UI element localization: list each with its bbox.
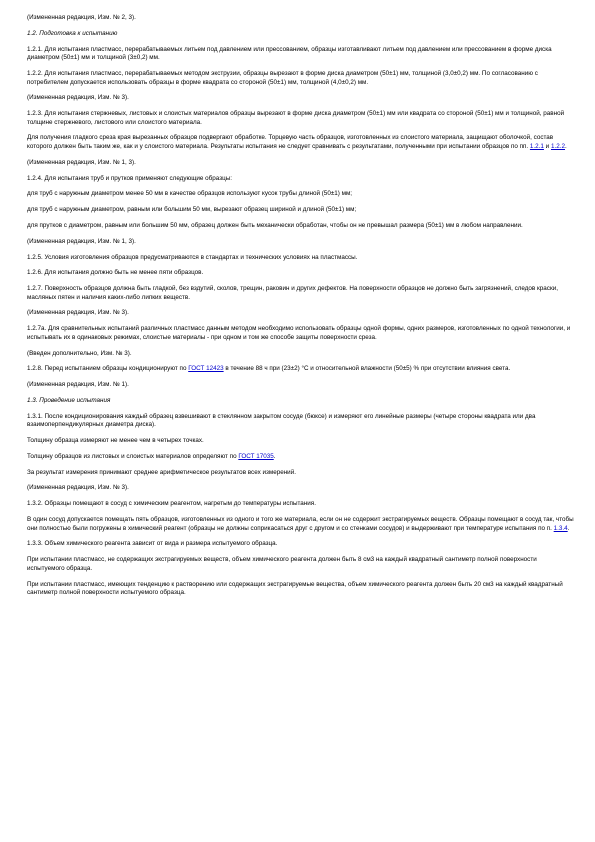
paragraph <box>27 190 575 199</box>
paragraph <box>27 516 575 533</box>
paragraph-text: для труб с наружным диаметром менее 50 мм в качестве образцов используют кусок трубы длиной (50±1) мм; <box>27 190 353 198</box>
paragraph <box>27 581 575 598</box>
paragraph-text: 1.2.3. Для испытания стержневых, листовых и слоистых материалов образцы вырезают в форме диска диаметром (50±1) мм или квадрата со стороной (50±1) мм и толщиной, равной толщине стержневого, листового или слоистого материала. <box>27 110 565 126</box>
paragraph <box>27 309 575 318</box>
paragraph-text: . <box>273 452 276 460</box>
paragraph <box>27 325 575 342</box>
paragraph-text: для прутков с диаметром, равным или большим 50 мм, образец должен быть механически обработан, чтобы он не превышал размера (50±1) мм в любом направлении. <box>27 221 523 229</box>
paragraph-text: 1.2.7а. Для сравнительных испытаний различных пластмасс данным методом необходимо использовать образцы одной формы, одних размеров, изготовленных по одной технологии, и испытывать их в одинаковых режимах, слоистые материалы - при одном и том же способе защиты поверхности среза. <box>27 325 571 341</box>
paragraph-text: Для получения гладкого среза края вырезанных образцов подвергают обработке. Торцевую часть образцов, изготовленных из слоистого материала, защищают оболочкой, состав которого должен быть таким же, как и у слоистого материала. Результаты испытания не следует сравнивать с результатами, полученными при испытании образцов по пп. <box>27 134 554 151</box>
paragraph <box>27 556 575 573</box>
paragraph-text: (Измененная редакция, Изм. № 1). <box>27 381 129 389</box>
paragraph <box>27 269 575 278</box>
paragraph <box>27 254 575 263</box>
paragraph <box>27 484 575 493</box>
paragraph-text: 1.2.7. Поверхность образцов должна быть гладкой, без вздутий, сколов, трещин, раковин и других дефектов. На поверхности образцов не должно быть загрязнений, следов краски, масляных пятен и наличия каких-либо липких веществ. <box>27 285 558 301</box>
reference-link[interactable]: ГОСТ 17035 <box>238 452 274 460</box>
paragraph-text: 1.2.1. Для испытания пластмасс, перерабатываемых литьем под давлением или прессованием, образцы изготавливают литьем под давлением или прессованием в форме диска диаметром (50±1) мм и толщиной (3±0,2) мм. <box>27 45 552 62</box>
paragraph-text: . <box>564 143 567 151</box>
paragraph-text: 1.2.2. Для испытания пластмасс, перерабатываемых методом экструзии, образцы вырезают в форме диска диаметром (50±1) мм, толщиной (3,0±0,2) мм. По согласованию с потребителем допускается использовать образцы в форме квадрата со стороной (50±1) мм, толщиной (4,0±0,2) мм. <box>27 69 538 86</box>
paragraph-text: (Измененная редакция, Изм. № 3). <box>27 484 129 492</box>
paragraph <box>27 206 575 215</box>
paragraph <box>27 540 575 549</box>
paragraph <box>27 46 575 63</box>
section-heading <box>27 397 575 406</box>
paragraph <box>27 175 575 184</box>
paragraph <box>27 134 575 151</box>
paragraph-text: 1.2. Подготовка к испытанию <box>27 29 118 37</box>
paragraph <box>27 14 575 23</box>
paragraph-text: (Измененная редакция, Изм. № 1, 3). <box>27 158 136 166</box>
paragraph <box>27 159 575 168</box>
paragraph-text: Толщину образцов из листовых и слоистых материалов определяют по <box>27 452 239 460</box>
paragraph-text: 1.2.4. Для испытания труб и прутков применяют следующие образцы: <box>27 174 232 182</box>
paragraph-text: 1.3.3. Объем химического реагента зависит от вида и размера испытуемого образца. <box>27 540 278 548</box>
paragraph-text: При испытании пластмасс, имеющих тенденцию к растворению или содержащих экстрагируемые вещества, объем химического реагента должен быть 20 см3 на каждый квадратный сантиметр полной поверхности испытуемого образца. <box>27 580 563 597</box>
paragraph-text: 1.3.1. После кондиционирования каждый образец взвешивают в стеклянном закрытом сосуде (бюксе) и измеряют его линейные размеры (четыре стороны квадрата или два взаимоперпендикулярных диаметра диска). <box>27 412 536 429</box>
paragraph <box>27 94 575 103</box>
paragraph <box>27 222 575 231</box>
paragraph <box>27 453 575 462</box>
paragraph-text: В один сосуд допускается помещать пять образцов, изготовленных из одного и того же материала, если он не содержит экстрагируемых веществ. Образцы помещают в сосуд так, чтобы они полностью были погружены в химический реагент (образцы не должны соприкасаться друг с другом и со стенками сосудов) и выдерживают при температуре испытания по п. <box>27 516 574 532</box>
paragraph <box>27 437 575 446</box>
paragraph-text: За результат измерения принимают среднее арифметическое результатов всех измерений. <box>27 468 296 476</box>
paragraph <box>27 238 575 247</box>
paragraph-text: 1.3. Проведение испытания <box>27 396 111 404</box>
paragraph <box>27 381 575 390</box>
paragraph-text: 1.2.6. Для испытания должно быть не менее пяти образцов. <box>27 269 204 277</box>
paragraph-text: 1.2.8. Перед испытанием образцы кондиционируют по <box>27 365 189 373</box>
paragraph <box>27 350 575 359</box>
paragraph-text: (Измененная редакция, Изм. № 2, 3). <box>27 14 136 21</box>
paragraph <box>27 285 575 302</box>
reference-link[interactable]: 1.2.1 <box>529 143 544 151</box>
reference-link[interactable]: 1.2.2 <box>550 143 565 151</box>
paragraph <box>27 110 575 127</box>
paragraph-text: для труб с наружным диаметром, равным или большим 50 мм, вырезают образец шириной и длиной (50±1) мм; <box>27 206 357 214</box>
paragraph <box>27 413 575 430</box>
section-heading <box>27 30 575 39</box>
paragraph-text: в течение 88 ч при (23±2) °С и относительной влажности (50±5) % при отсутствии влияния света. <box>223 365 511 373</box>
paragraph-text: (Введен дополнительно, Изм. № 3). <box>27 349 132 357</box>
paragraph <box>27 70 575 87</box>
paragraph-text: При испытании пластмасс, не содержащих экстрагируемых веществ, объем химического реагента должен быть 8 см3 на каждый квадратный сантиметр полной поверхности испытуемого образца. <box>27 556 537 572</box>
paragraph-text: и <box>543 143 551 151</box>
paragraph-text: 1.2.5. Условия изготовления образцов предусматриваются в стандартах и технических условиях на пластмассы. <box>27 253 358 261</box>
document-page <box>27 14 575 605</box>
paragraph-text: . <box>567 524 570 532</box>
paragraph <box>27 469 575 478</box>
paragraph-text: 1.3.2. Образцы помещают в сосуд с химическим реагентом, нагретым до температуры испытания. <box>27 500 316 508</box>
paragraph <box>27 500 575 509</box>
paragraph-text: (Измененная редакция, Изм. № 3). <box>27 309 129 317</box>
paragraph-text: (Измененная редакция, Изм. № 1, 3). <box>27 237 136 245</box>
reference-link[interactable]: ГОСТ 12423 <box>188 365 224 373</box>
reference-link[interactable]: 1.3.4 <box>553 524 568 532</box>
paragraph-text: Толщину образца измеряют не менее чем в четырех точках. <box>27 437 204 445</box>
paragraph-text: (Измененная редакция, Изм. № 3). <box>27 94 129 102</box>
paragraph <box>27 365 575 374</box>
